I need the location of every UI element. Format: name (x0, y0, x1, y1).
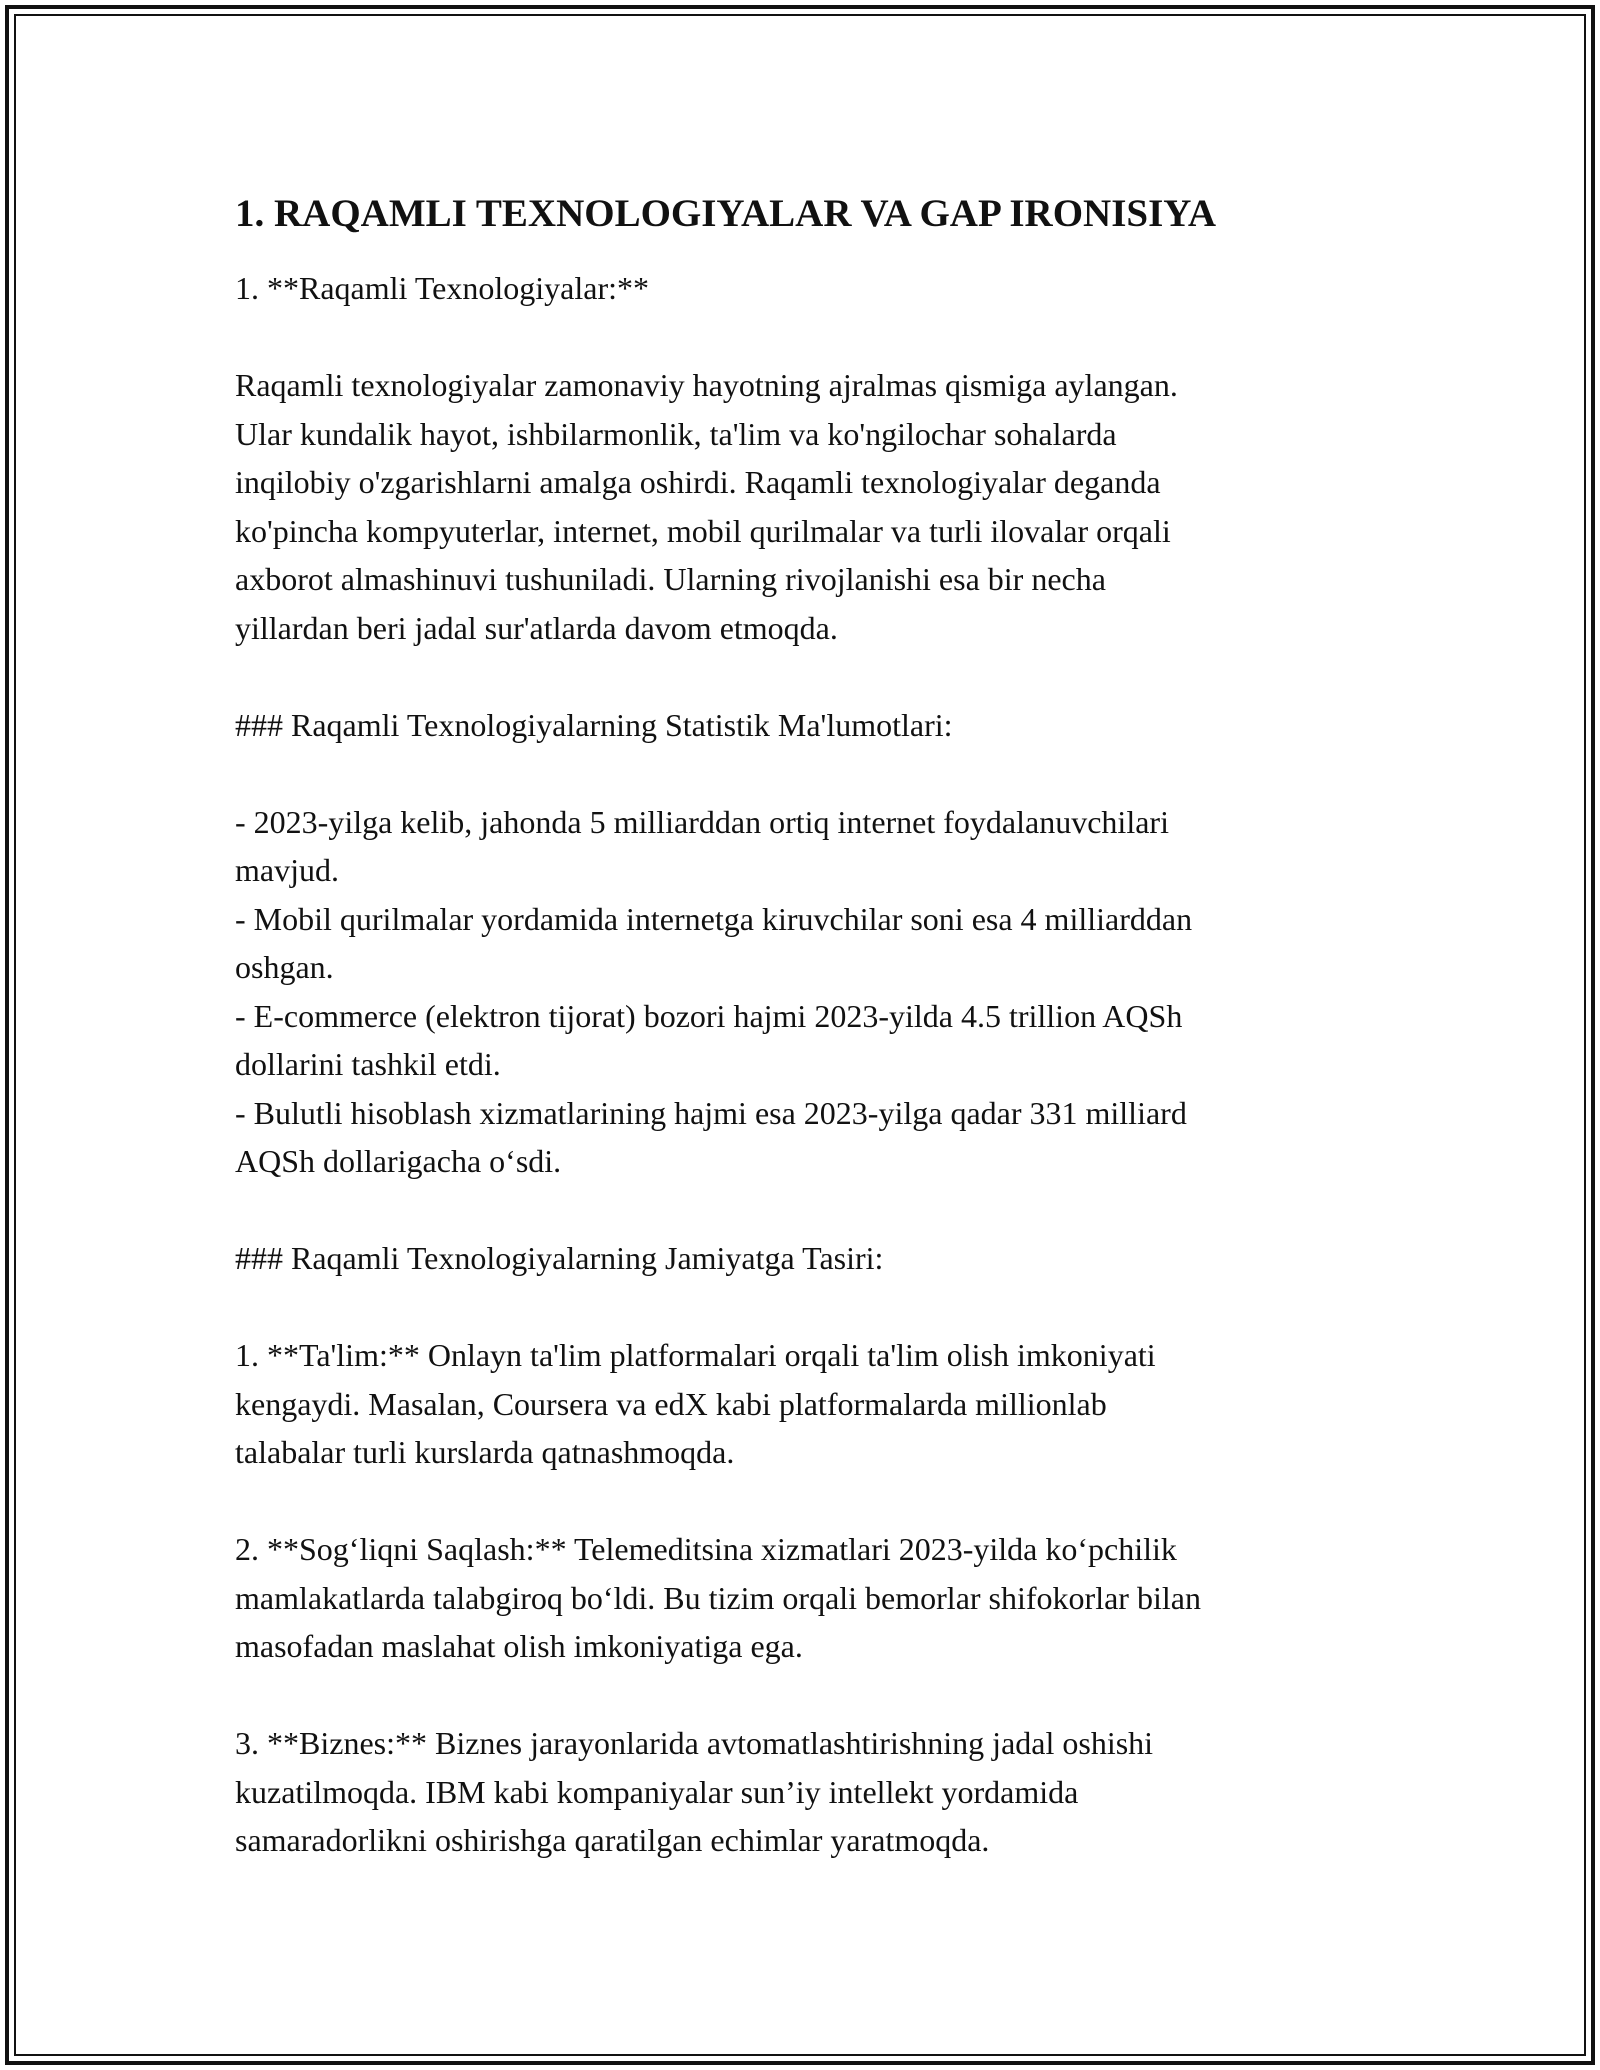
document-body (235, 190, 1385, 1865)
stats-list-item: - E-commerce (elektron tijorat) bozori hajmi 2023-yilda 4.5 trillion AQSh dollarini tashkil etdi. (235, 997, 1183, 1082)
spacer (235, 1283, 1385, 1332)
impact-item-health: 2. **Sog‘liqni Saqlash:** Telemeditsina xizmatlari 2023-yilda ko‘pchilik mamlakatlarda talabgiroq bo‘ldi. Bu tizim orqali bemorlar shifokorlar bilan masofadan maslahat olish imkoniyatiga ega. (235, 1531, 1201, 1664)
spacer (235, 749, 1385, 798)
spacer (235, 1671, 1385, 1720)
stats-heading: ### Raqamli Texnologiyalarning Statistik Ma'lumotlari: (235, 706, 953, 743)
intro-paragraph: Raqamli texnologiyalar zamonaviy hayotning ajralmas qismiga aylangan. Ular kundalik hayot, ishbilarmonlik, ta'lim va ko'ngilochar sohalarda inqilobiy o'zgarishlarni amalga oshirdi. Raqamli texnologiyalar deganda ko'pincha kompyuterlar, internet, mobil qurilmalar va turli ilovalar orqali axborot almashinuvi tushuniladi. Ularning rivojlanishi esa bir necha yillardan beri jadal sur'atlarda davom etmoqda. (235, 367, 1178, 646)
stats-list-item: - Mobil qurilmalar yordamida internetga kiruvchilar soni esa 4 milliarddan oshgan. (235, 900, 1193, 985)
document-heading: 1. RAQAMLI TEXNOLOGIYALAR VA GAP IRONISIYA (235, 192, 1217, 235)
spacer (235, 313, 1385, 362)
stats-list-item: - 2023-yilga kelib, jahonda 5 milliarddan ortiq internet foydalanuvchilari mavjud. (235, 803, 1169, 888)
spacer (235, 1477, 1385, 1526)
impact-item-education: 1. **Ta'lim:** Onlayn ta'lim platformalari orqali ta'lim olish imkoniyati kengaydi. Masalan, Coursera va edX kabi platformalarda millionlab talabalar turli kurslarda qatnashmoqda. (235, 1337, 1156, 1470)
impact-heading: ### Raqamli Texnologiyalarning Jamiyatga Tasiri: (235, 1240, 884, 1276)
section-title: 1. **Raqamli Texnologiyalar:** (235, 270, 649, 306)
stats-list (235, 798, 1385, 1186)
stats-list-item: - Bulutli hisoblash xizmatlarining hajmi esa 2023-yilga qadar 331 milliard AQSh dollarigacha o‘sdi. (235, 1094, 1187, 1179)
spacer (235, 652, 1385, 701)
spacer (235, 1186, 1385, 1235)
impact-item-business: 3. **Biznes:** Biznes jarayonlarida avtomatlashtirishning jadal oshishi kuzatilmoqda. IBM kabi kompaniyalar sun’iy intellekt yordamida samaradorlikni oshirishga qaratilgan echimlar yaratmoqda. (235, 1725, 1154, 1858)
